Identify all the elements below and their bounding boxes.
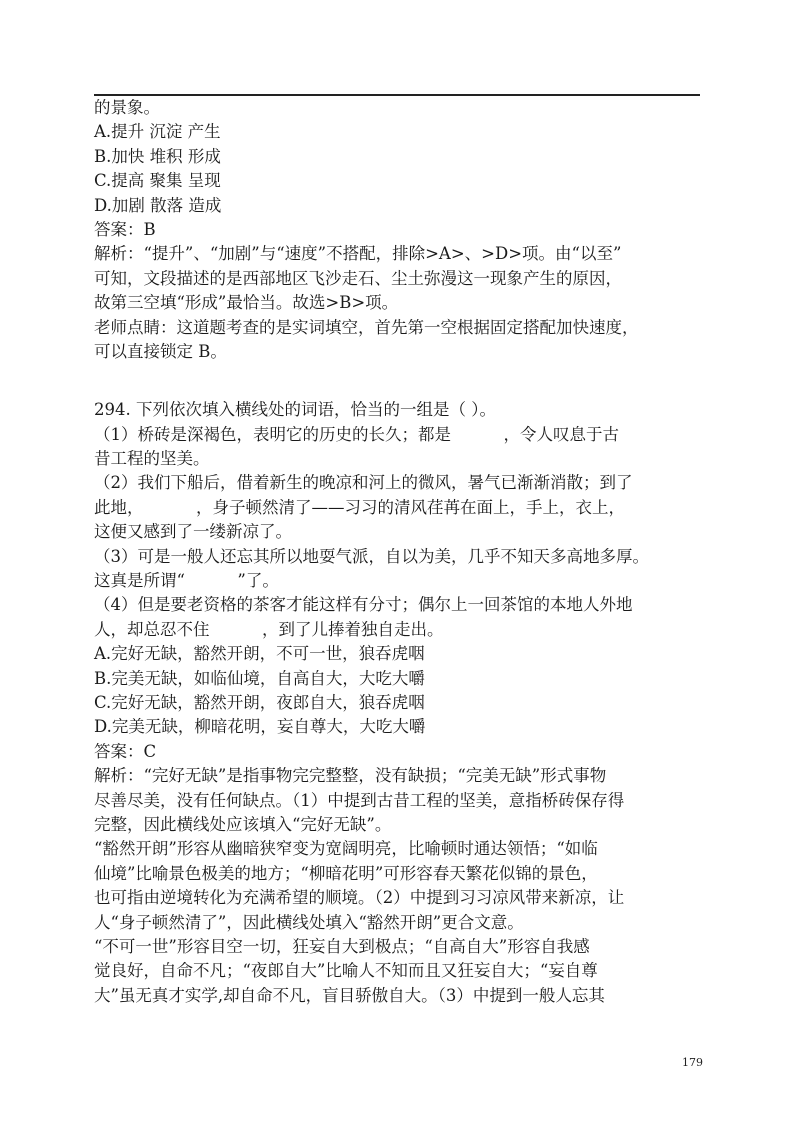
section-gap [94, 364, 708, 398]
page-content [94, 96, 708, 1008]
option-c: C.完好无缺，豁然开朗，夜郎自大，狼吞虎咽 [94, 692, 425, 712]
option-b: B.完美无缺，如临仙境，自高自大，大吃大嚼 [94, 668, 425, 688]
sentence-3: （3）可是一般人还忘其所以地耍气派，自以为美，几乎不知天多高地多厚。 [94, 546, 649, 566]
sentence-2: 此地， ，身子顿然清了——习习的清风荏苒在面上，手上，衣上， [94, 497, 625, 517]
text-line: 的景象。 [94, 98, 160, 117]
sentence-2: 这便又感到了一缕新凉了。 [94, 522, 292, 542]
option-d: D.完美无缺，柳暗花明，妄自尊大，大吃大嚼 [94, 717, 426, 737]
sentence-3: 这真是所谓“ ”了。 [94, 571, 279, 591]
analysis-line: 大”虽无真才实学,却自命不凡，盲目骄傲自大。（3）中提到一般人忘其 [94, 985, 605, 1005]
answer-line: 答案：B [94, 219, 156, 239]
sentence-2: （2）我们下船后，借着新生的晚凉和河上的微风，暑气已渐渐消散；到了 [94, 473, 633, 493]
answer-line: 答案：C [94, 741, 157, 761]
analysis-line: 也可指由逆境转化为充满希望的顺境。（2）中提到习习凉风带来新凉，让 [94, 888, 625, 908]
analysis-line: 尽善尽美，没有任何缺点。（1）中提到古昔工程的坚美，意指桥砖保存得 [94, 790, 625, 810]
teacher-note-line: 可以直接锁定 B。 [94, 341, 227, 361]
previous-question-continuation [94, 96, 708, 364]
option-d: D.加剧 散落 造成 [94, 195, 222, 215]
analysis-line: 故第三空填“形成”最恰当。故选>B>项。 [94, 293, 399, 313]
analysis-line: 解析：“提升”、“加剧”与“速度”不搭配，排除>A>、>D>项。由“以至” [94, 244, 622, 264]
analysis-line: 解析：“完好无缺”是指事物完完整整，没有缺损；“完美无缺”形式事物 [94, 766, 607, 786]
analysis-line: 觉良好，自命不凡；“夜郎自大”比喻人不知而且又狂妄自大；“妄自尊 [94, 961, 598, 981]
analysis-line: “豁然开朗”形容从幽暗狭窄变为宽阔明亮，比喻顿时通达领悟；“如临 [94, 839, 598, 859]
option-a: A.提升 沉淀 产生 [94, 122, 221, 142]
teacher-note-line: 老师点睛：这道题考查的是实词填空，首先第一空根据固定搭配加快速度， [94, 317, 639, 337]
analysis-line: “不可一世”形容目空一切，狂妄自大到极点；“自高自大”形容自我感 [94, 936, 590, 956]
option-a: A.完好无缺，豁然开朗，不可一世，狼吞虎咽 [94, 644, 425, 664]
sentence-4: 人，却总忍不住 ，到了儿捧着独自走出。 [94, 619, 444, 639]
page-number: 179 [682, 1056, 703, 1069]
analysis-line: 人“身子顿然清了”，因此横线处填入“豁然开朗”更合文意。 [94, 912, 524, 932]
sentence-1: （1）桥砖是深褐色，表明它的历史的长久；都是 ，令人叹息于古 [94, 424, 619, 444]
option-c: C.提高 聚集 呈现 [94, 171, 221, 191]
question-294 [94, 398, 708, 1008]
analysis-line: 完整，因此横线处应该填入“完好无缺”。 [94, 814, 392, 834]
sentence-1: 昔工程的坚美。 [94, 449, 210, 469]
option-b: B.加快 堆积 形成 [94, 146, 221, 166]
analysis-line: 仙境”比喻景色极美的地方；“柳暗花明”可形容春天繁花似锦的景色， [94, 863, 598, 883]
question-stem: 294. 下列依次填入横线处的词语，恰当的一组是（ ）。 [94, 400, 496, 420]
analysis-line: 可知，文段描述的是西部地区飞沙走石、尘土弥漫这一现象产生的原因， [94, 268, 622, 288]
sentence-4: （4）但是要老资格的茶客才能这样有分寸；偶尔上一回茶馆的本地人外地 [94, 595, 633, 615]
